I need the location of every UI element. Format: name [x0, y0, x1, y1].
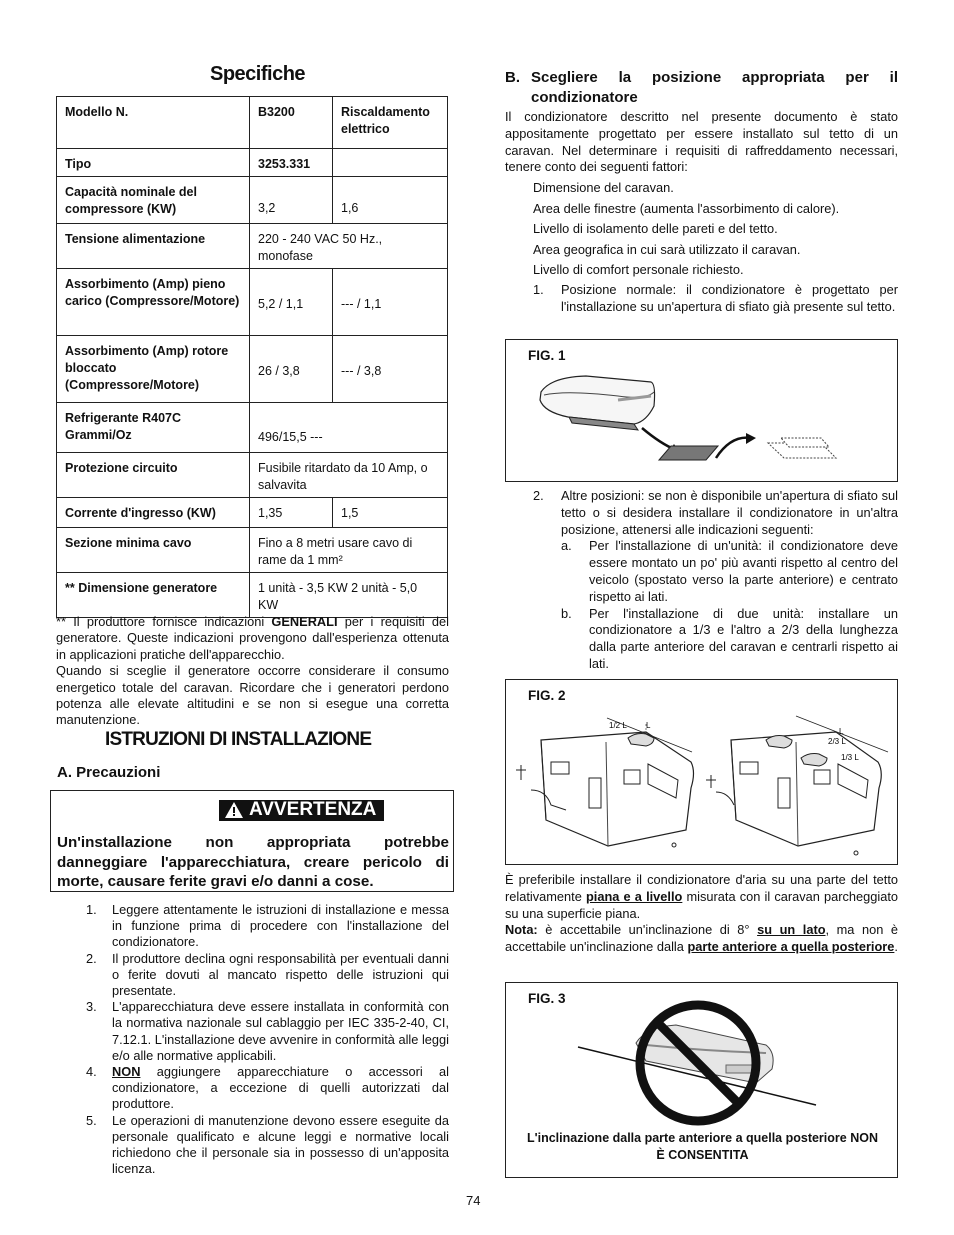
- rooftop-unit-illustration: [506, 340, 897, 481]
- generator-note: ** Il produttore fornisce indicazioni GENERALI per i requisiti del generatore. Queste indicazioni provengono dall'esperienza ottenuta in applicazioni pratiche dell'apparecchio. Quando si sceglie il generatore occorre considerare il consumo energetico totale del caravan. Ricordare che i generatori perdono potenza alle elevate altitudini e se non si esegue una corretta manutenzione.: [56, 614, 449, 728]
- precautions-list: [56, 902, 449, 1177]
- figure-3: [505, 982, 898, 1178]
- factors-list: [533, 178, 898, 281]
- dimension-label: 1/3 L: [841, 753, 859, 762]
- table-cell: Corrente d'ingresso (KW): [57, 498, 250, 528]
- table-cell: Modello N.: [57, 97, 250, 149]
- figure-1-label: FIG. 1: [528, 348, 566, 363]
- list-item: Area geografica in cui sarà utilizzato il caravan.: [533, 241, 801, 257]
- table-cell: Riscaldamento elettrico: [333, 97, 448, 149]
- table-row: [57, 97, 448, 149]
- table-cell: 26 / 3,8: [250, 336, 333, 403]
- table-cell: Assorbimento (Amp) rotore bloccato (Compressore/Motore): [57, 336, 250, 403]
- table-cell: 3,2: [250, 177, 333, 224]
- figure-1: [505, 339, 898, 482]
- page-number: 74: [466, 1193, 481, 1208]
- warning-triangle-icon: [225, 802, 243, 818]
- list-item: Livello di comfort personale richiesto.: [533, 262, 744, 278]
- table-cell: 5,2 / 1,1: [250, 269, 333, 336]
- warning-badge: AVVERTENZA: [219, 800, 384, 821]
- table-cell: 1,35: [250, 498, 333, 528]
- spec-title: Specifiche: [210, 63, 306, 85]
- warning-text: Un'installazione non appropriata potrebbe danneggiare l'apparecchiatura, creare pericolo di morte, causare ferite gravi e/o danni a cose.: [57, 834, 449, 890]
- table-cell: Capacità nominale del compressore (KW): [57, 177, 250, 224]
- precautions-heading: A. Precauzioni: [57, 764, 161, 781]
- table-cell: --- / 1,1: [333, 269, 448, 336]
- dimension-label: 1/2 L: [609, 721, 627, 730]
- table-cell: Assorbimento (Amp) pieno carico (Compressore/Motore): [57, 269, 250, 336]
- table-row: [57, 528, 448, 573]
- figure-2: [505, 679, 898, 865]
- dimension-label: L: [646, 721, 651, 730]
- list-item: Dimensione del caravan.: [533, 180, 674, 195]
- table-cell: --- / 3,8: [333, 336, 448, 403]
- table-row: [57, 573, 448, 618]
- figure-3-label: FIG. 3: [528, 991, 566, 1006]
- warning-box: [50, 790, 454, 892]
- table-cell: Tensione alimentazione: [57, 224, 250, 269]
- table-row: [57, 269, 448, 336]
- table-cell: Fino a 8 metri usare cavo di rame da 1 mm²: [250, 528, 448, 573]
- table-cell: Refrigerante R407C Grammi/Oz: [57, 403, 250, 453]
- dimension-label: L: [839, 727, 844, 736]
- table-row: [57, 224, 448, 269]
- table-cell: ** Dimensione generatore: [57, 573, 250, 618]
- position-1: 1. Posizione normale: il condizionatore è progettato per l'installazione su un'apertura di sfiato già presente sul tetto.: [533, 282, 898, 314]
- table-cell: 1,6: [333, 177, 448, 224]
- table-cell: 496/15,5 ---: [250, 403, 448, 453]
- table-cell: B3200: [250, 97, 333, 149]
- table-cell: 3253.331: [250, 149, 333, 177]
- table-cell: [333, 149, 448, 177]
- table-cell: Protezione circuito: [57, 453, 250, 498]
- table-cell: 220 - 240 VAC 50 Hz., monofase: [250, 224, 448, 269]
- table-cell: Fusibile ritardato da 10 Amp, o salvavita: [250, 453, 448, 498]
- figure-3-caption: L'inclinazione dalla parte anteriore a quella posteriore NON È CONSENTITA: [527, 1131, 878, 1162]
- dimension-label: 2/3 L: [828, 737, 846, 746]
- intro-paragraph: Il condizionatore descritto nel presente documento è stato appositamente progettato per essere installato sul tetto di un caravan. Nel determinare i requisiti di raffreddamento necessari, tenere conto dei seguenti fattori:: [505, 109, 898, 175]
- table-row: [57, 498, 448, 528]
- table-cell: Tipo: [57, 149, 250, 177]
- list-item: 5. Le operazioni di manutenzione devono essere eseguite da personale qualificato e alcune leggi e normative locali richiedono che il personale sia in possesso di un'apposita licenza.: [86, 1112, 449, 1177]
- table-row: [57, 177, 448, 224]
- table-row: [57, 336, 448, 403]
- list-item: 4. NON aggiungere apparecchiature o accessori al condizionatore, a eccezione di quelli autorizzati dal produttore.: [86, 1064, 449, 1112]
- table-cell: 1 unità - 3,5 KW 2 unità - 5,0 KW: [250, 573, 448, 618]
- spec-table: [56, 96, 448, 618]
- installation-title: ISTRUZIONI DI INSTALLAZIONE: [105, 729, 372, 750]
- level-paragraph: È preferibile installare il condizionatore d'aria su una parte del tetto relativamente piana e a livello misurata con il caravan parcheggiato su una superficie piana. Nota: è accettabile un'inclinazione di 8° su un lato, ma non è accettabile un'inclinazione dalla parte anteriore a quella posteriore.: [505, 872, 899, 955]
- table-row: [57, 403, 448, 453]
- table-cell: 1,5: [333, 498, 448, 528]
- list-item: Livello di isolamento delle pareti e del tetto.: [533, 221, 778, 237]
- list-item: 3. L'apparecchiatura deve essere installata in conformità con la normativa nazionale sul cablaggio per IEC 335-2-40, CI, 7.12.1. L'installazione deve avvenire in conformità alle leggi e/o alle normative applicabili.: [86, 999, 449, 1063]
- table-row: [57, 453, 448, 498]
- table-cell: Sezione minima cavo: [57, 528, 250, 573]
- caravan-placement-illustration: [506, 680, 897, 864]
- position-2: 2. Altre posizioni: se non è disponibile un'apertura di sfiato sul tetto o si desidera installare il condizionatore in un'altra posizione, attenersi alle indicazioni seguenti: a. Per l'installazione di un'unità: il condizionatore deve essere montato un po' più avanti rispetto al centro del veicolo (spostato verso la parte anteriore) e centrato rispetto ai lati. b. Per l'installazione di due unità: installare un condizionatore a 1/3 e l'altro a 2/3 della lunghezza dalla parte anteriore del caravan e centrarli rispetto ai lati.: [533, 488, 898, 671]
- figure-2-label: FIG. 2: [528, 688, 566, 703]
- list-item: 2. Il produttore declina ogni responsabilità per eventuali danni o ferite dovuti al mancato rispetto delle istruzioni qui presentate.: [86, 950, 449, 999]
- table-row: [57, 149, 448, 177]
- section-b-heading: B. Scegliere la posizione appropriata per il condizionatore: [505, 69, 898, 106]
- list-item: Area delle finestre (aumenta l'assorbimento di calore).: [533, 200, 840, 216]
- list-item: 1. Leggere attentamente le istruzioni di installazione e messa in funzione prima di procedere con l'installazione del condizionatore.: [86, 902, 449, 950]
